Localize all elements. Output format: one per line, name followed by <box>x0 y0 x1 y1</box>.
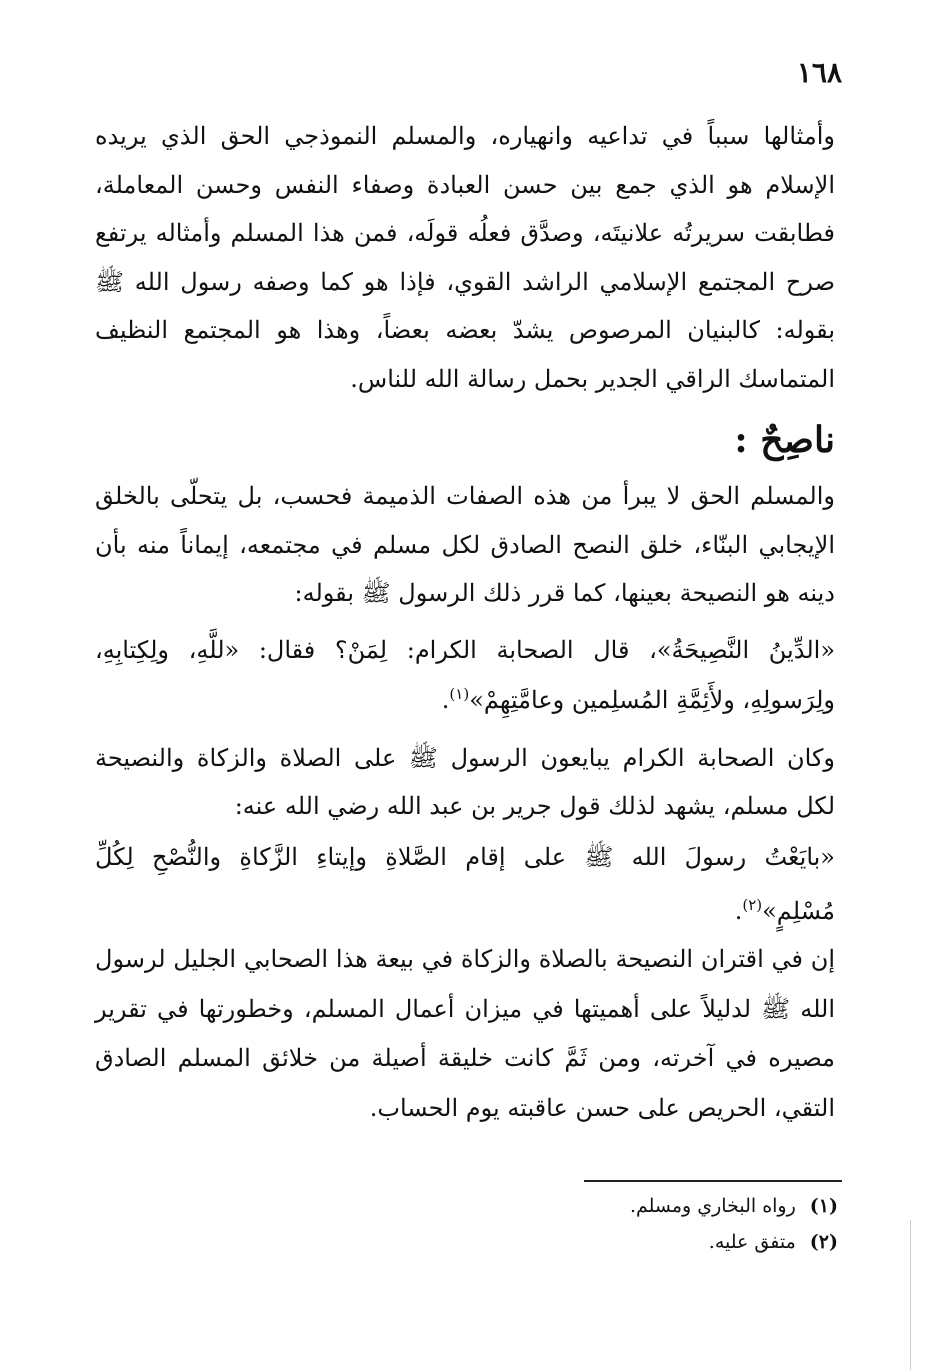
paragraph-1 <box>95 112 835 403</box>
page-number: ١٦٨ <box>796 56 842 89</box>
paragraph-3 <box>95 734 835 830</box>
scan-edge-line <box>910 1220 911 1370</box>
paragraph-3-text: وكان الصحابة الكرام يبايعون الرسول ﷺ على الصلاة والزكاة والنصيحة لكل مسلم، يشهد لذلك قول جرير بن عبد الله رضي الله عنه: <box>95 744 835 820</box>
hadith-quote-2-end: . <box>734 897 743 925</box>
hadith-quote-1-text: «الدِّينُ النَّصِيحَةُ»، قال الصحابة الكرام: لِمَنْ؟ فقال: «للَّهِ، ولِكِتابِهِ، ولِرَسولِهِ، ولأَئِمَّةِ المُسلِمين وعامَّتِهِمْ» <box>95 636 835 714</box>
footnote-2 <box>438 1224 838 1260</box>
hadith-quote-2-body <box>95 830 835 938</box>
paragraph-2-text: والمسلم الحق لا يبرأ من هذه الصفات الذميمة فحسب، بل يتحلّى بالخلق الإيجابي البنّاء، خلق النصح الصادق لكل مسلم في مجتمعه، إيماناً منه بأن دينه هو النصيحة بعينها، كما قرر ذلك الرسول ﷺ بقوله: <box>95 482 836 607</box>
hadith-quote-2-text: «بايَعْتُ رسولَ الله ﷺ على إقام الصَّلاةِ وإيتاءِ الزَّكاةِ والنُّصْحِ لِكُلِّ مُسْلِمٍ» <box>95 843 835 925</box>
footnote-1 <box>438 1188 838 1224</box>
paragraph-4 <box>95 935 835 1133</box>
footnotes <box>438 1188 838 1260</box>
paragraph-4-text: إن في اقتران النصيحة بالصلاة والزكاة في بيعة هذا الصحابي الجليل لرسول الله ﷺ لدليلاً على أهميتها في ميزان أعمال المسلم، وخطورتها في تقرير مصيره في آخرته، ومن ثَمَّ كانت خليقة أصيلة من خلائق المسلم الصادق التقي، الحريص على حسن عاقبته يوم الحساب. <box>95 945 835 1122</box>
paragraph-1-text: وأمثالها سبباً في تداعيه وانهياره، والمسلم النموذجي الحق الذي يريده الإسلام هو الذي جمع بين حسن العبادة وصفاء النفس وحسن المعاملة، فطابقت سريرتُه علانيتَه، وصدَّق فعلُه قولَه، فمن هذا المسلم وأمثاله يرتفع صرح المجتمع الإسلامي الراشد القوي، فإذا هو كما وصفه رسول الله ﷺ بقوله: كالبنيان المرصوص يشدّ بعضه بعضاً، وهذا هو المجتمع النظيف المتماسك الراقي الجدير بحمل رسالة الله للناس. <box>95 122 835 393</box>
footnote-ref-2: (٢) <box>742 896 763 914</box>
footnote-1-text: رواه البخاري ومسلم. <box>629 1195 796 1217</box>
hadith-quote-1 <box>95 625 835 725</box>
footnote-2-text: متفق عليه. <box>708 1231 796 1253</box>
section-heading: ناصِحٌ : <box>734 419 835 461</box>
paragraph-2 <box>95 472 835 618</box>
footnote-1-number: (١) <box>809 1195 838 1217</box>
hadith-quote-1-end: . <box>441 686 450 714</box>
footnote-2-number: (٢) <box>809 1231 838 1253</box>
hadith-quote-1-body <box>95 625 835 725</box>
hadith-quote-2 <box>95 830 835 938</box>
footnote-ref-1: (١) <box>449 685 470 703</box>
footnote-divider <box>584 1180 842 1182</box>
